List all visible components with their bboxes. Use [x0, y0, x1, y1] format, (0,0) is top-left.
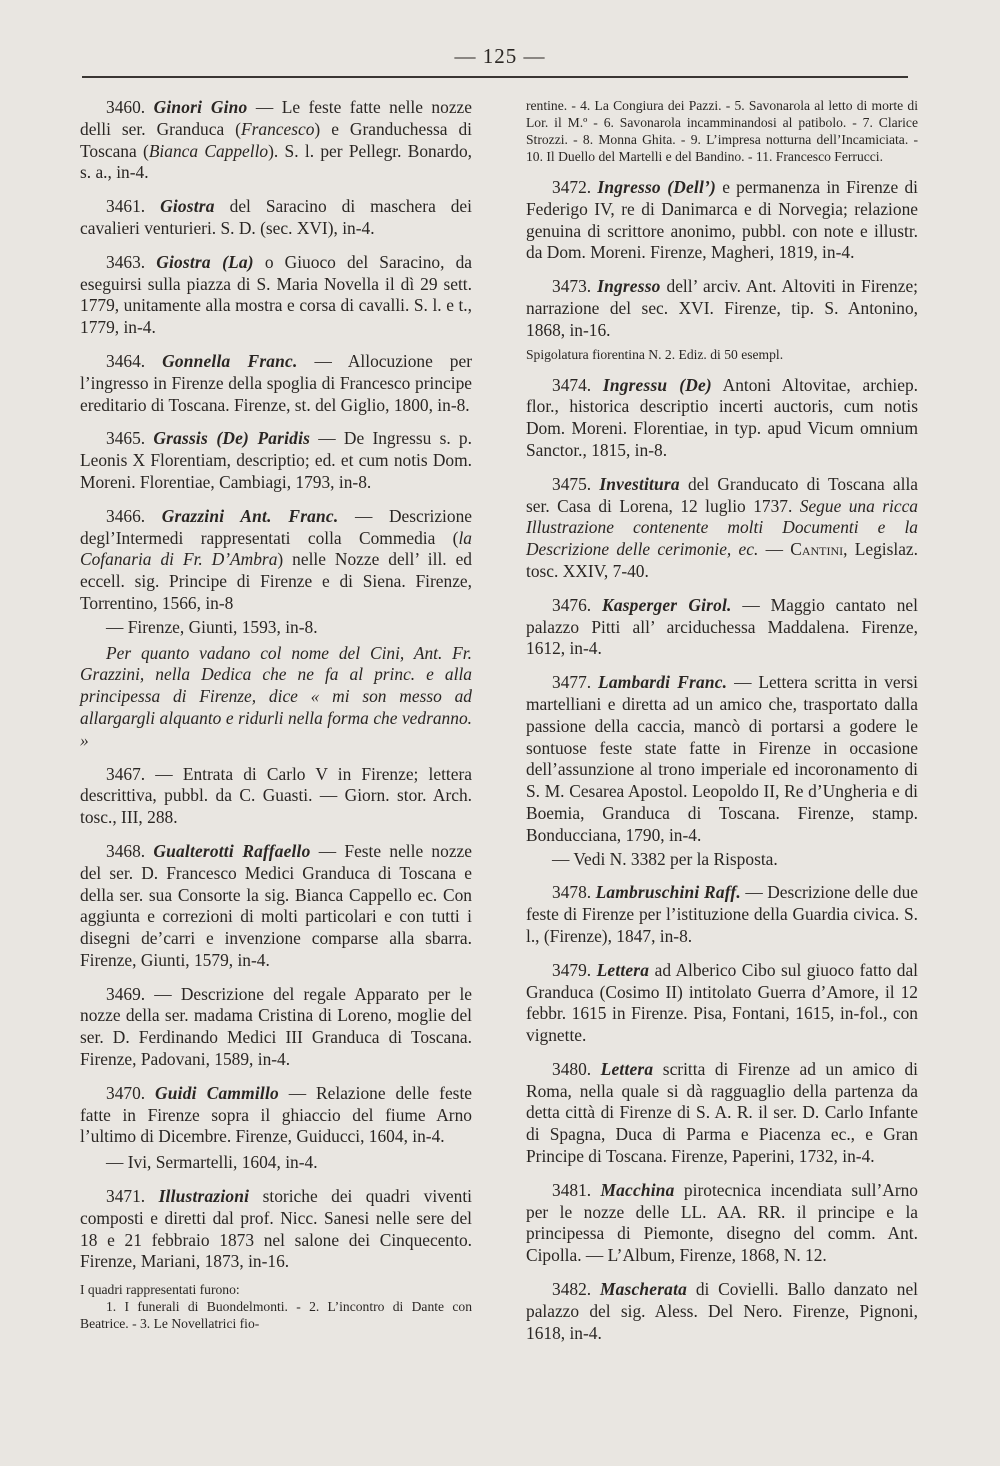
- entry-heading: Lettera: [596, 959, 650, 980]
- entry-text: — Descrizione degl’Intermedi rappresentati colla Commedia (: [80, 505, 472, 548]
- entry-number: 3467.: [106, 763, 146, 784]
- entry-text: —: [758, 539, 791, 560]
- edition-line: — Ivi, Sermartelli, 1604, in-4.: [106, 1152, 318, 1173]
- entry-text: di Covielli. Ballo danzato nel palazzo del sig. Aless. Del Nero. Firenze, Pignoni, 1618, in-4.: [526, 1279, 918, 1343]
- entry-text: storiche dei quadri viventi composti e diretti dal prof. Nicc. Sanesi nelle sere del 18 e 21 febbraio 1873 nel salone dei Cinquecento. Firenze, Mariani, 1873, in-16.: [80, 1186, 472, 1272]
- entry-text: ad Alberico Cibo sul giuoco fatto dal Granduca (Cosimo II) intitolato Guerra d’Amore, il 12 febbr. 1615 in Firenze. Pisa, Fontani, 1615, in-fol., con vignette.: [526, 959, 918, 1046]
- entry-number: 3460.: [106, 97, 146, 117]
- entry-heading: Ginori Gino: [153, 97, 248, 117]
- entry-heading: Illustrazioni: [158, 1186, 250, 1207]
- entry-italic: la Cofanaria di Fr. D’Ambra: [80, 527, 472, 570]
- entry-text: del Granducato di Toscana alla ser. Casa di Lorena, 12 luglio 1737.: [526, 473, 918, 516]
- entry-text: , Legislaz. tosc. XXIV, 7-40.: [526, 539, 918, 581]
- entry-3467: [80, 764, 472, 829]
- entry-text: — Maggio cantato nel palazzo Pitti all’ arciduchessa Maddalena. Firenze, 1612, in-4.: [526, 594, 918, 659]
- entry-text: e permanenza in Firenze di Federigo IV, re di Danimarca e di Norvegia; relazione genuina di scrittore anonimo, pubbl. con note e illustr. da Dom. Moreni. Firenze, Magheri, 1819, in-4.: [526, 177, 918, 263]
- entry-italic: Bianca Cappello: [148, 140, 269, 161]
- entry-heading: Guidi Cammillo: [155, 1082, 279, 1103]
- entry-number: 3474.: [552, 374, 592, 395]
- entry-3476: [526, 595, 918, 660]
- entry-number: 3478.: [552, 882, 592, 903]
- entry-heading: Giostra (La): [156, 251, 254, 272]
- entry-3470: [80, 1083, 472, 1148]
- entry-number: 3463.: [106, 251, 146, 272]
- entry-heading: Macchina: [600, 1179, 675, 1200]
- entry-smallcaps: Cantini: [790, 539, 844, 560]
- header-rule: [82, 76, 908, 78]
- entry-number: 3465.: [106, 428, 146, 449]
- entry-3464: [80, 351, 472, 416]
- quote-paragraph: Per quanto vadano col nome del Cini, Ant. Fr. Grazzini, nella Dedica che ne fa al princ. e alla principessa di Firenze, dice « mi son messo ad allargargli alquanto e ridurli nella forma che vedranno. »: [80, 642, 472, 750]
- entry-3480: [526, 1059, 918, 1168]
- entry-text: ). S. l. per Pellegr. Bonardo, s. a., in-4.: [80, 140, 472, 183]
- entry-text: — Le feste fatte nelle nozze delli ser. Granduca (: [80, 97, 472, 139]
- left-column: [80, 97, 472, 1344]
- entry-3468: [80, 841, 472, 972]
- entry-heading: Grassis (De) Paridis: [153, 428, 311, 449]
- entry-3461: [80, 196, 472, 240]
- entry-number: 3475.: [552, 473, 592, 494]
- entry-number: 3481.: [552, 1179, 592, 1200]
- entry-3474: [526, 375, 918, 462]
- entry-3482: [526, 1279, 918, 1344]
- entry-text: — Relazione delle feste fatte in Firenze sopra il ghiaccio del fiume Arno l’ultimo di Dicembre. Firenze, Guiducci, 1604, in-4.: [80, 1082, 472, 1147]
- entry-heading: Kasperger Girol.: [602, 594, 732, 615]
- entry-number: 3461.: [106, 196, 146, 217]
- edition-line: — Firenze, Giunti, 1593, in-8.: [106, 616, 318, 637]
- entry-text: pirotecnica incendiata sull’Arno per le nozze delle LL. AA. RR. il principe e la principessa di Piemonte, disegno del comm. Ant. Cipolla. — L’Album, Firenze, 1868, N. 12.: [526, 1179, 918, 1266]
- entry-heading: Ingresso: [597, 276, 661, 297]
- entry-heading: Lambardi Franc.: [598, 672, 728, 693]
- entry-text: o Giuoco del Saracino, da eseguirsi sulla piazza di S. Maria Novella il dì 29 sett. 1779, unitamente alla mostra e corsa di cavalli. S. l. e t., 1779, in-4.: [80, 251, 472, 338]
- right-column: [526, 97, 918, 1356]
- entry-3471: [80, 1186, 472, 1273]
- entry-number: 3466.: [106, 505, 146, 526]
- entry-italic: Segue una ricca Illustrazione contenente molti Documenti e la Descrizione delle cerimonie, ec.: [526, 495, 918, 560]
- entry-3473: [526, 276, 918, 341]
- entry-3469: [80, 984, 472, 1071]
- entry-3472: [526, 177, 918, 264]
- entry-3475: [526, 474, 918, 583]
- entry-number: 3470.: [106, 1082, 146, 1103]
- note-continuation: rentine. - 4. La Congiura dei Pazzi. - 5. Savonarola al letto di morte di Lor. il M.º - 6. Savonarola incamminandosi al patibolo. - 7. Clarice Strozzi. - 8. Monna Ghita. - 9. L’impresa notturna dell’Incamiciata. - 10. Il Duello del Martelli e del Bandino. - 11. Francesco Ferrucci.: [526, 98, 918, 164]
- entry-text: — Entrata di Carlo V in Firenze; lettera descrittiva, pubbl. da C. Guasti. — Giorn. stor. Arch. tosc., III, 288.: [80, 763, 472, 828]
- entry-number: 3471.: [106, 1186, 146, 1207]
- entry-text: — Descrizione delle due feste di Firenze per l’istituzione della Guardia civica. S. l., (Firenze), 1847, in-8.: [526, 882, 918, 946]
- entry-heading: Gualterotti Raffaello: [153, 840, 311, 861]
- entry-text: dell’ arciv. Ant. Altoviti in Firenze; narrazione del sec. XVI. Firenze, tip. S. Antonino, 1868, in-16.: [526, 276, 918, 340]
- entry-italic: Francesco: [240, 118, 315, 139]
- entry-heading: Giostra: [160, 196, 215, 217]
- note-line: I quadri rappresentati furono:: [80, 1282, 240, 1298]
- entry-heading: Ingresso (Dell’): [597, 177, 716, 197]
- entry-3466: [80, 506, 472, 615]
- entry-text: — Allocuzione per l’ingresso in Firenze della spoglia di Francesco principe ereditario di Toscana. Firenze, st. del Giglio, 1800, in-8.: [80, 350, 473, 415]
- entry-text: del Saracino di maschera dei cavalieri venturieri. S. D. (sec. XVI), in-4.: [80, 196, 472, 238]
- entry-number: 3469.: [106, 983, 146, 1004]
- entry-number: 3476.: [552, 594, 592, 615]
- entry-heading: Grazzini Ant. Franc.: [161, 505, 339, 526]
- entry-3477: [526, 672, 918, 846]
- entry-text: — Descrizione del regale Apparato per le nozze della ser. madama Cristina di Loreno, moglie del ser. D. Ferdinando Medici III Granduca di Toscana. Firenze, Padovani, 1589, in-4.: [80, 983, 472, 1070]
- entry-text: — Lettera scritta in versi martelliani e diretta ad un amico che, trasportato dalla passione della caccia, mancò di portarsi a godere le sontuose feste state fatte in Firenze in occasione dell’assunzione al trono imperiale ed incoronamento di S. M. Cesarea Apostol. Leopoldo II, Re d’Ungheria e di Boemia, Granduca di Toscana. Firenze, stamp. Bonducciana, 1790, in-4.: [526, 672, 918, 845]
- entry-text: — Feste nelle nozze del ser. D. Francesco Medici Granduca di Toscana e della ser. sua Consorte la sig. Bianca Cappello ec. Con aggiunta e correzioni di molti particolari e con tutti i disegni de’carri e invenzione comparse alla sbarra. Firenze, Giunti, 1579, in-4.: [80, 840, 472, 970]
- entry-text: Antoni Altovitae, archiep. flor., historica descriptio incerti auctoris, cum notis Dom. Moreni. Florentiae, in typ. apud Vicum omnium Sanctor., 1815, in-8.: [526, 374, 918, 460]
- note-line: 1. I funerali di Buondelmonti. - 2. L’incontro di Dante con Beatrice. - 3. Le Novellatrici fio-: [80, 1299, 472, 1332]
- entry-number: 3473.: [552, 276, 592, 297]
- entry-number: 3480.: [552, 1058, 592, 1079]
- entry-heading: Lettera: [600, 1058, 654, 1079]
- entry-number: 3479.: [552, 959, 592, 980]
- entry-heading: Ingressu (De): [602, 374, 712, 395]
- entry-text: ) e Granduchessa di Toscana (: [80, 118, 472, 161]
- entry-number: 3464.: [106, 350, 146, 371]
- entry-text: ) nelle Nozze dell’ ill. ed eccell. sig. Principe di Firenze e di Siena. Firenze, Torrentino, 1566, in-8: [80, 549, 473, 613]
- entry-3479: [526, 960, 918, 1047]
- entry-3465: [80, 428, 472, 493]
- entry-text: — De Ingressu s. p. Leonis X Florentiam, descriptio; ed. et cum notis Dom. Moreni. Florentiae, Cambiagi, 1793, in-8.: [80, 428, 472, 492]
- entry-3463: [80, 252, 472, 339]
- entry-number: 3482.: [552, 1279, 592, 1300]
- entry-3460: [80, 97, 472, 184]
- entry-number: 3477.: [552, 672, 592, 693]
- entry-number: 3472.: [552, 177, 592, 197]
- entry-text: scritta di Firenze ad un amico di Roma, nella quale si dà ragguaglio della partenza da detta città di Firenze di S. A. R. il ser. D. Carlo Infante di Spagna, Duca di Parma e Piacenza ec., e Gran Principe di Toscana. Firenze, Paperini, 1732, in-4.: [526, 1058, 918, 1167]
- cross-reference: — Vedi N. 3382 per la Risposta.: [552, 848, 778, 869]
- entry-heading: Mascherata: [599, 1279, 687, 1300]
- entry-heading: Gonnella Franc.: [162, 350, 298, 371]
- entry-heading: Investitura: [599, 473, 680, 494]
- entry-number: 3468.: [106, 840, 146, 861]
- entry-heading: Lambruschini Raff.: [595, 882, 741, 903]
- note-line: Spigolatura fiorentina N. 2. Ediz. di 50 esempl.: [526, 346, 784, 362]
- entry-3481: [526, 1180, 918, 1267]
- page-number: — 125 —: [454, 44, 546, 68]
- entry-3478: [526, 882, 918, 947]
